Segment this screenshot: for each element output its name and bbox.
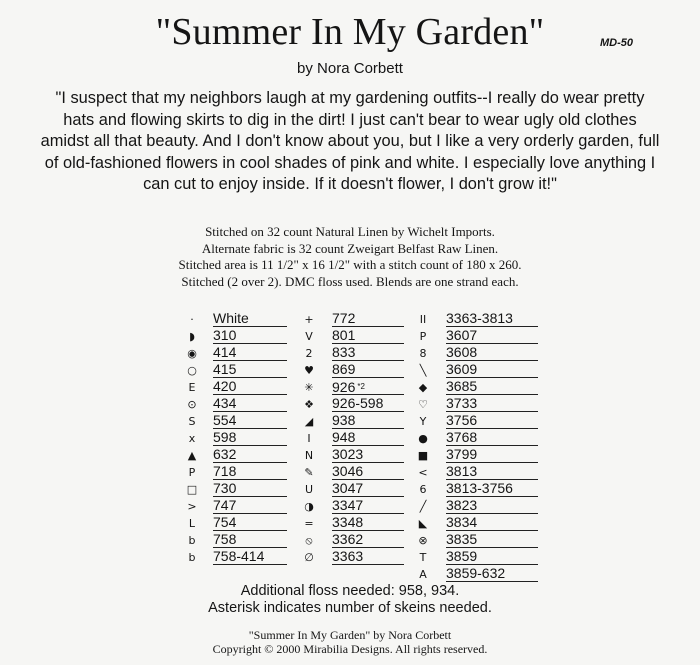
stitch-symbol: S bbox=[188, 415, 196, 428]
additional-notes bbox=[0, 583, 700, 617]
floss-code: 926 bbox=[332, 379, 356, 395]
stitch-symbol: ● bbox=[418, 432, 428, 445]
floss-code: 3046 bbox=[332, 463, 364, 479]
stitch-symbol: b bbox=[188, 551, 196, 564]
floss-number bbox=[213, 446, 287, 463]
floss-number bbox=[446, 412, 538, 429]
stitch-symbol: · bbox=[190, 313, 194, 326]
asterisk-note: Asterisk indicates number of skeins needed. bbox=[208, 600, 492, 616]
floss-code: 3813 bbox=[446, 463, 478, 479]
stitch-symbol: ◗ bbox=[189, 330, 195, 343]
floss-code: 801 bbox=[332, 327, 356, 343]
floss-number bbox=[332, 548, 404, 565]
floss-number bbox=[446, 548, 538, 565]
floss-number bbox=[446, 395, 538, 412]
stitch-symbol: ∅ bbox=[304, 551, 314, 564]
floss-number bbox=[446, 310, 538, 327]
stitch-symbol: II bbox=[419, 313, 427, 326]
floss-number bbox=[332, 531, 404, 548]
floss-number bbox=[446, 463, 538, 480]
stitch-symbol: ╱ bbox=[419, 500, 427, 513]
stitch-symbol: b bbox=[188, 534, 196, 547]
stitch-symbol: I bbox=[307, 432, 311, 445]
floss-code: 3813-3756 bbox=[446, 480, 513, 496]
floss-code: 948 bbox=[332, 429, 356, 445]
stitch-symbol: ⦸ bbox=[305, 534, 313, 547]
floss-number bbox=[213, 429, 287, 446]
stitching-info bbox=[0, 224, 700, 290]
stitch-symbol: 2 bbox=[305, 347, 313, 360]
floss-code: 754 bbox=[213, 514, 237, 530]
stitch-symbol: ◉ bbox=[187, 347, 197, 360]
stitch-symbol: V bbox=[305, 330, 313, 343]
floss-code: 598 bbox=[213, 429, 237, 445]
stitch-symbol: ⊙ bbox=[187, 398, 197, 411]
floss-code: 938 bbox=[332, 412, 356, 428]
stitch-symbol: T bbox=[419, 551, 427, 564]
design-code: MD-50 bbox=[600, 37, 634, 49]
stitch-symbol: P bbox=[419, 330, 427, 343]
stitch-symbol: ♡ bbox=[418, 398, 428, 411]
floss-number bbox=[332, 412, 404, 429]
floss-number bbox=[332, 429, 404, 446]
floss-number bbox=[332, 378, 404, 395]
floss-code: 3835 bbox=[446, 531, 478, 547]
floss-code: 3362 bbox=[332, 531, 364, 547]
floss-number bbox=[213, 480, 287, 497]
stitch-symbol: ◑ bbox=[304, 500, 314, 513]
floss-number bbox=[332, 514, 404, 531]
floss-code: 3363-3813 bbox=[446, 310, 513, 326]
floss-code: 3859-632 bbox=[446, 565, 506, 581]
floss-code: 772 bbox=[332, 310, 356, 326]
stitch-symbol: ■ bbox=[417, 449, 429, 462]
floss-code: 758 bbox=[213, 531, 237, 547]
floss-number bbox=[446, 361, 538, 378]
info-line: Alternate fabric is 32 count Zweigart Belfast Raw Linen. bbox=[201, 240, 499, 256]
floss-code: 3756 bbox=[446, 412, 478, 428]
floss-number bbox=[332, 361, 404, 378]
stitch-symbol: L bbox=[188, 517, 196, 530]
pattern-title: "Summer In My Garden" bbox=[155, 11, 545, 53]
stitch-symbol: ◣ bbox=[418, 517, 428, 530]
stitch-symbol: P bbox=[188, 466, 196, 479]
floss-number bbox=[332, 463, 404, 480]
floss-number bbox=[213, 548, 287, 565]
floss-code: 3834 bbox=[446, 514, 478, 530]
floss-code: 310 bbox=[213, 327, 237, 343]
floss-number bbox=[446, 429, 538, 446]
floss-number bbox=[213, 412, 287, 429]
floss-number bbox=[213, 378, 287, 395]
floss-code: 3608 bbox=[446, 344, 478, 360]
floss-code: 420 bbox=[213, 378, 237, 394]
stitch-symbol: x bbox=[188, 432, 196, 445]
stitch-symbol: □ bbox=[186, 483, 198, 496]
floss-number bbox=[446, 514, 538, 531]
stitch-symbol: A bbox=[419, 568, 427, 581]
stitch-symbol: 8 bbox=[419, 347, 427, 360]
floss-code: 3023 bbox=[332, 446, 364, 462]
stitch-symbol: ⊗ bbox=[418, 534, 428, 547]
stitch-symbol: + bbox=[304, 313, 314, 326]
floss-number bbox=[446, 480, 538, 497]
stitch-symbol: ❖ bbox=[304, 398, 314, 411]
stitch-symbol: ✳ bbox=[304, 381, 314, 394]
floss-number bbox=[332, 344, 404, 361]
floss-code: 434 bbox=[213, 395, 237, 411]
stitch-symbol: < bbox=[418, 466, 428, 479]
floss-number bbox=[332, 395, 404, 412]
floss-code: 3047 bbox=[332, 480, 364, 496]
floss-number bbox=[332, 327, 404, 344]
floss-code: 833 bbox=[332, 344, 356, 360]
info-line: Stitched area is 11 1/2" x 16 1/2" with a stitch count of 180 x 260. bbox=[178, 257, 522, 272]
floss-code: 3859 bbox=[446, 548, 478, 564]
floss-code: 415 bbox=[213, 361, 237, 377]
floss-number bbox=[213, 497, 287, 514]
stitch-symbol: > bbox=[187, 500, 197, 513]
floss-number bbox=[446, 378, 538, 395]
skein-count-note: *2 bbox=[357, 382, 365, 391]
floss-code: 554 bbox=[213, 412, 237, 428]
author-line: by Nora Corbett bbox=[297, 60, 403, 77]
floss-number bbox=[213, 361, 287, 378]
floss-number bbox=[332, 310, 404, 327]
floss-number bbox=[213, 310, 287, 327]
copyright-footer bbox=[0, 628, 700, 656]
stitch-symbol: ◢ bbox=[304, 415, 314, 428]
floss-code: 3799 bbox=[446, 446, 478, 462]
floss-code: 869 bbox=[332, 361, 356, 377]
floss-number bbox=[213, 531, 287, 548]
footer-title: "Summer In My Garden" by Nora Corbett bbox=[248, 628, 452, 642]
stitch-symbol: ╲ bbox=[419, 364, 427, 377]
floss-number bbox=[446, 446, 538, 463]
stitch-symbol: N bbox=[304, 449, 314, 462]
floss-number bbox=[213, 463, 287, 480]
floss-code: 3823 bbox=[446, 497, 478, 513]
floss-number bbox=[213, 514, 287, 531]
floss-code: 747 bbox=[213, 497, 237, 513]
floss-code: 3609 bbox=[446, 361, 478, 377]
designer-quote: "I suspect that my neighbors laugh at my gardening outfits--I really do wear pretty hats and flowing skirts to dig in the dirt! I just can't bear to wear ugly old clothes amidst all that beauty. And I don't know about you, but I like a very orderly garden, full of old-fashioned flowers in cool shades of pink and white. I especially love anything I can cut to enjoy inside. If it doesn't flower, I don't grow it!" bbox=[40, 89, 660, 193]
floss-code: 730 bbox=[213, 480, 237, 496]
info-line: Stitched (2 over 2). DMC floss used. Blends are one strand each. bbox=[181, 273, 519, 289]
floss-number bbox=[332, 480, 404, 497]
floss-code: 3363 bbox=[332, 548, 364, 564]
floss-code: 3685 bbox=[446, 378, 478, 394]
floss-number bbox=[332, 446, 404, 463]
stitch-symbol: ○ bbox=[187, 364, 197, 377]
floss-code: 758-414 bbox=[213, 548, 265, 564]
stitch-symbol: 6 bbox=[419, 483, 427, 496]
stitch-symbol: E bbox=[188, 381, 196, 394]
floss-code: 3607 bbox=[446, 327, 478, 343]
additional-floss: Additional floss needed: 958, 934. bbox=[240, 583, 460, 599]
floss-number bbox=[213, 327, 287, 344]
stitch-symbol: = bbox=[304, 517, 314, 530]
floss-code: 3768 bbox=[446, 429, 478, 445]
stitch-symbol: Y bbox=[419, 415, 427, 428]
floss-code: 926-598 bbox=[332, 395, 384, 411]
footer-copyright: Copyright © 2000 Mirabilia Designs. All rights reserved. bbox=[212, 642, 488, 656]
stitch-symbol: U bbox=[304, 483, 314, 496]
floss-code: 414 bbox=[213, 344, 237, 360]
stitch-symbol: ◆ bbox=[418, 381, 428, 394]
floss-number bbox=[446, 497, 538, 514]
info-line: Stitched on 32 count Natural Linen by Wichelt Imports. bbox=[205, 224, 495, 239]
floss-code: 632 bbox=[213, 446, 237, 462]
stitch-symbol: ♥ bbox=[304, 364, 314, 377]
floss-code: 718 bbox=[213, 463, 237, 479]
floss-code: 3348 bbox=[332, 514, 364, 530]
floss-number bbox=[446, 344, 538, 361]
stitch-symbol: ▲ bbox=[187, 449, 197, 462]
stitch-symbol: ✎ bbox=[304, 466, 314, 479]
floss-number bbox=[446, 531, 538, 548]
floss-code: White bbox=[213, 310, 249, 326]
floss-number bbox=[213, 344, 287, 361]
floss-code: 3347 bbox=[332, 497, 364, 513]
floss-number bbox=[446, 327, 538, 344]
floss-number bbox=[213, 395, 287, 412]
floss-number bbox=[332, 497, 404, 514]
floss-number bbox=[446, 565, 538, 582]
floss-code: 3733 bbox=[446, 395, 478, 411]
